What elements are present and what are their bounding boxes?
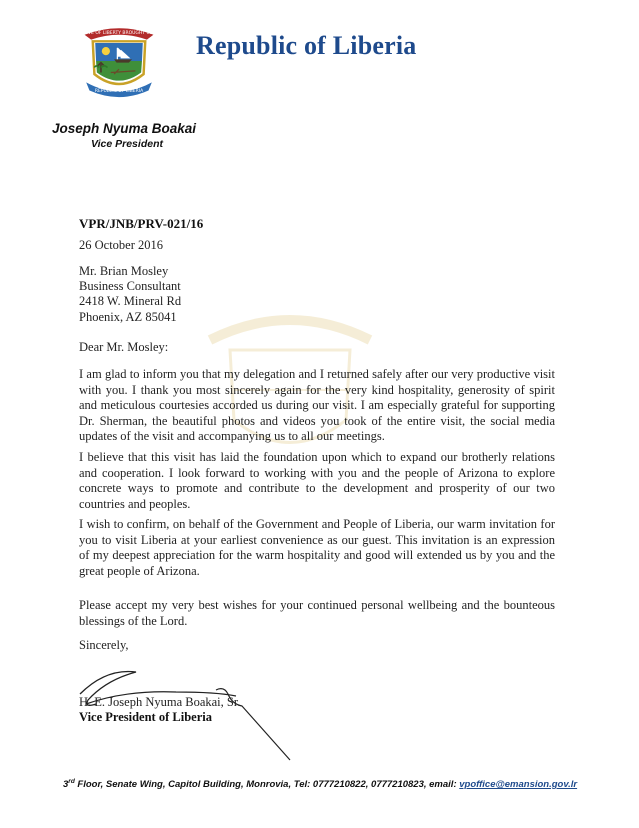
- body-paragraph-1: I am glad to inform you that my delegation and I returned safely after our very productive visit with you. I thank you most sincerely again for the very kind hospitality, generosity of spirit and meticulous courtesies accorded us during our visit. I am especially grateful for supporting Dr. Sherman, the beautiful photos and videos you took of the entire visit, the social media updates of the visit and accompanying us to all our meetings.: [79, 367, 555, 443]
- recipient-city: Phoenix, AZ 85041: [79, 309, 177, 324]
- signer-name: H. E. Joseph Nyuma Boakai, Sr.: [79, 695, 241, 709]
- liberia-seal-icon: [71, 20, 167, 102]
- footer-floor-number: 3: [63, 779, 69, 791]
- officer-name: Joseph Nyuma Boakai: [52, 121, 197, 136]
- letter-date: 26 October 2016: [79, 238, 164, 252]
- footer-email-link[interactable]: vpoffice@emansion.gov.lr: [459, 779, 578, 791]
- reference-number: VPR/JNB/PRV-021/16: [79, 216, 204, 231]
- salutation: Dear Mr. Mosley:: [79, 340, 169, 354]
- recipient-title: Business Consultant: [79, 279, 181, 294]
- signer-title: Vice President of Liberia: [79, 710, 212, 724]
- seal-ribbon-text: REPUBLIC OF LIBERIA: [94, 89, 144, 95]
- footer-contact: [63, 778, 577, 790]
- seal-motto-text: THE LOVE OF LIBERTY BROUGHT US HERE: [71, 30, 167, 36]
- officer-title: Vice President: [91, 138, 163, 150]
- letterhead-title: Republic of Liberia: [196, 31, 417, 60]
- closing: Sincerely,: [79, 638, 129, 652]
- body-paragraph-2: I believe that this visit has laid the foundation upon which to expand our brotherly relations and cooperation. I look forward to working with you and the people of Arizona to explore concrete ways to promote and contribute to the development and prosperity of our two countries and peoples.: [79, 450, 555, 511]
- recipient-name: Mr. Brian Mosley: [79, 264, 169, 278]
- recipient-street: 2418 W. Mineral Rd: [79, 294, 182, 309]
- recipient-address: [79, 264, 181, 325]
- body-paragraph-3: I wish to confirm, on behalf of the Government and People of Liberia, our warm invitation for you to visit Liberia at your earliest convenience as our guest. This invitation is an expression of my deepest appreciation for the warm hospitality and good will extended us by you and the great people of Arizona.: [79, 517, 555, 578]
- footer-floor-suffix: rd: [68, 778, 75, 785]
- body-paragraph-4: Please accept my very best wishes for your continued personal wellbeing and the bounteous blessings of the Lord.: [79, 598, 555, 628]
- footer-address: Floor, Senate Wing, Capitol Building, Monrovia, Tel: 0777210822, 0777210823, email:: [74, 779, 460, 791]
